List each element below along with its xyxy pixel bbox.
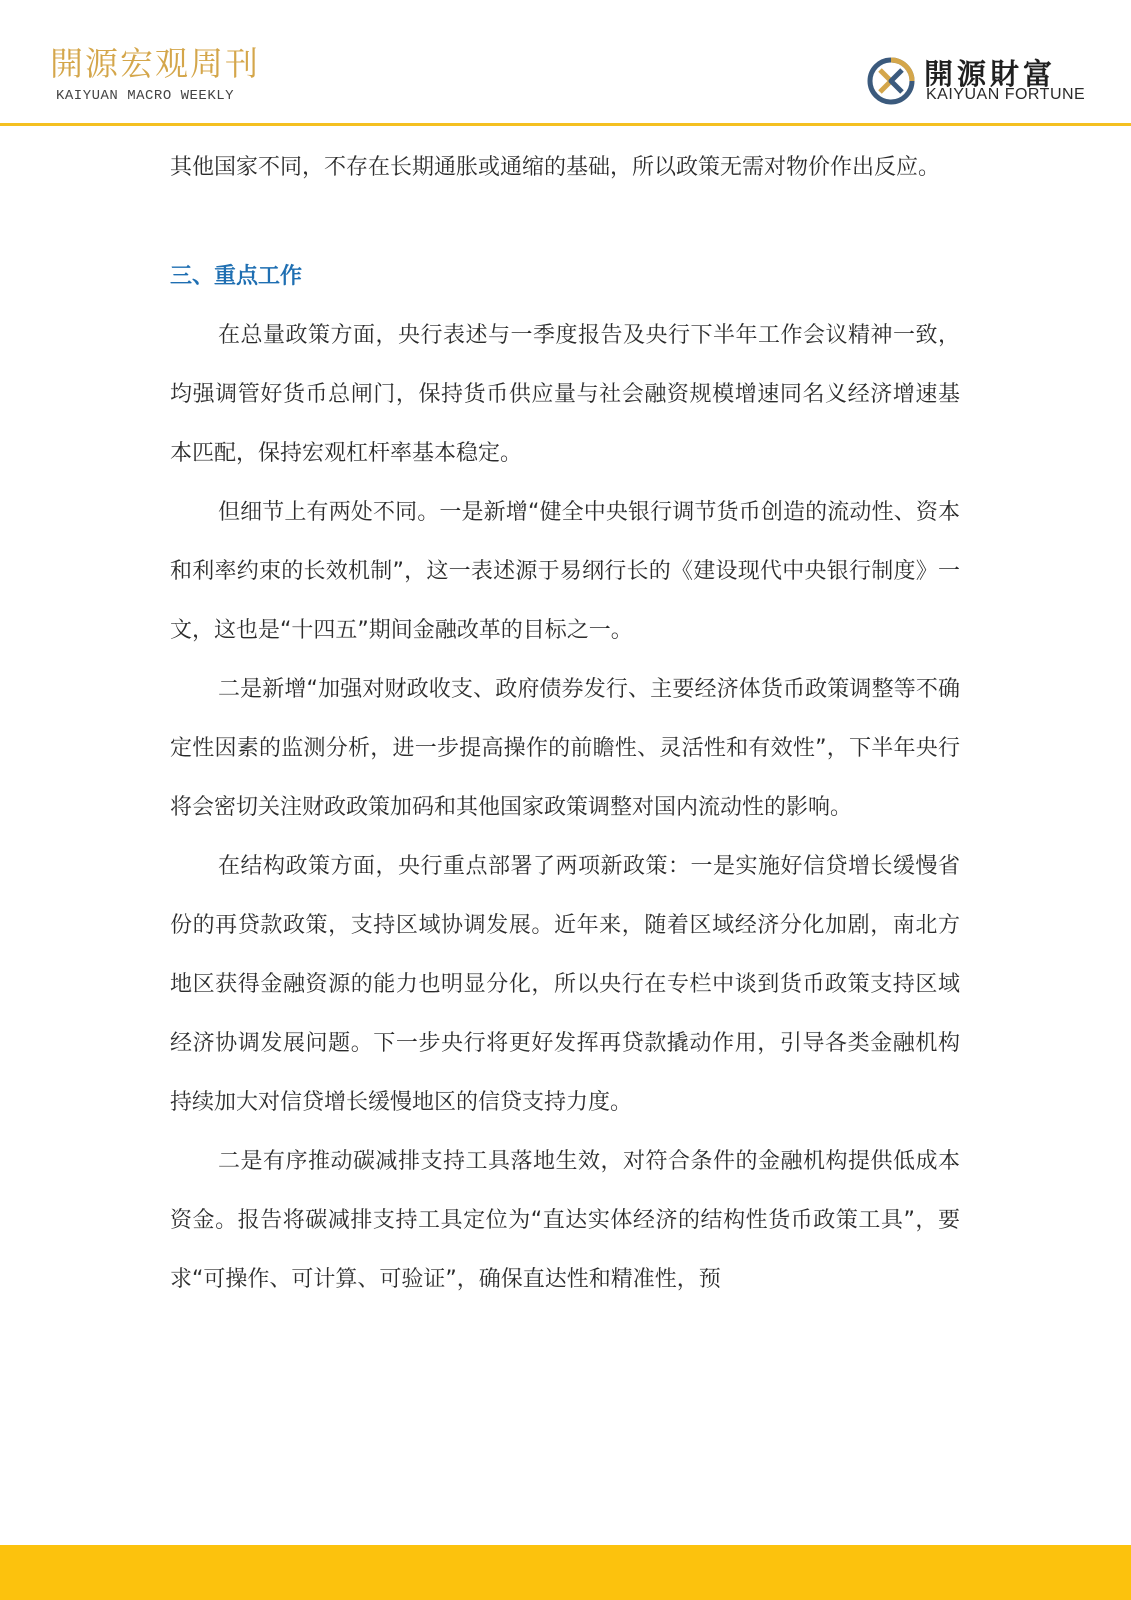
kaiyuan-logo-mark-icon <box>866 56 916 106</box>
brand-subtitle: KAIYUAN MACRO WEEKLY <box>56 88 235 104</box>
body-paragraph: 在总量政策方面，央行表述与一季度报告及央行下半年工作会议精神一致，均强调管好货币总闸门，保持货币供应量与社会融资规模增速同名义经济增速基本匹配，保持宏观杠杆率基本稳定。 <box>170 323 960 466</box>
section-heading: 三、重点工作 <box>170 264 303 289</box>
continued-paragraph: 其他国家不同，不存在长期通胀或通缩的基础，所以政策无需对物价作出反应。 <box>170 155 941 180</box>
body-paragraph: 二是新增“加强对财政收支、政府债券发行、主要经济体货币政策调整等不确定性因素的监测分析，进一步提高操作的前瞻性、灵活性和有效性”，下半年央行将会密切关注财政政策加码和其他国家政策调整对国内流动性的影响。 <box>170 677 960 820</box>
footer-bar <box>0 1545 1131 1600</box>
document-body <box>170 138 960 1309</box>
logo-text-en: KAIYUAN FORTUNE <box>926 86 1086 103</box>
body-paragraph: 二是有序推动碳减排支持工具落地生效，对符合条件的金融机构提供低成本资金。报告将碳减排支持工具定位为“直达实体经济的结构性货币政策工具”，要求“可操作、可计算、可验证”，确保直达性和精准性，预 <box>170 1149 960 1292</box>
body-paragraph: 但细节上有两处不同。一是新增“健全中央银行调节货币创造的流动性、资本和利率约束的长效机制”，这一表述源于易纲行长的《建设现代中央银行制度》一文，这也是“十四五”期间金融改革的目标之一。 <box>170 500 960 643</box>
brand-title: 開源宏观周刊 <box>50 44 260 83</box>
header-divider <box>0 123 1131 126</box>
body-paragraph: 在结构政策方面，央行重点部署了两项新政策：一是实施好信贷增长缓慢省份的再贷款政策，支持区域协调发展。近年来，随着区域经济分化加剧，南北方地区获得金融资源的能力也明显分化，所以央行在专栏中谈到货币政策支持区域经济协调发展问题。下一步央行将更好发挥再贷款撬动作用，引导各类金融机构持续加大对信贷增长缓慢地区的信贷支持力度。 <box>170 854 960 1115</box>
logo-text-cn: 開源財富 <box>924 57 1057 91</box>
company-logo <box>866 52 1086 110</box>
page-header <box>0 0 1131 126</box>
